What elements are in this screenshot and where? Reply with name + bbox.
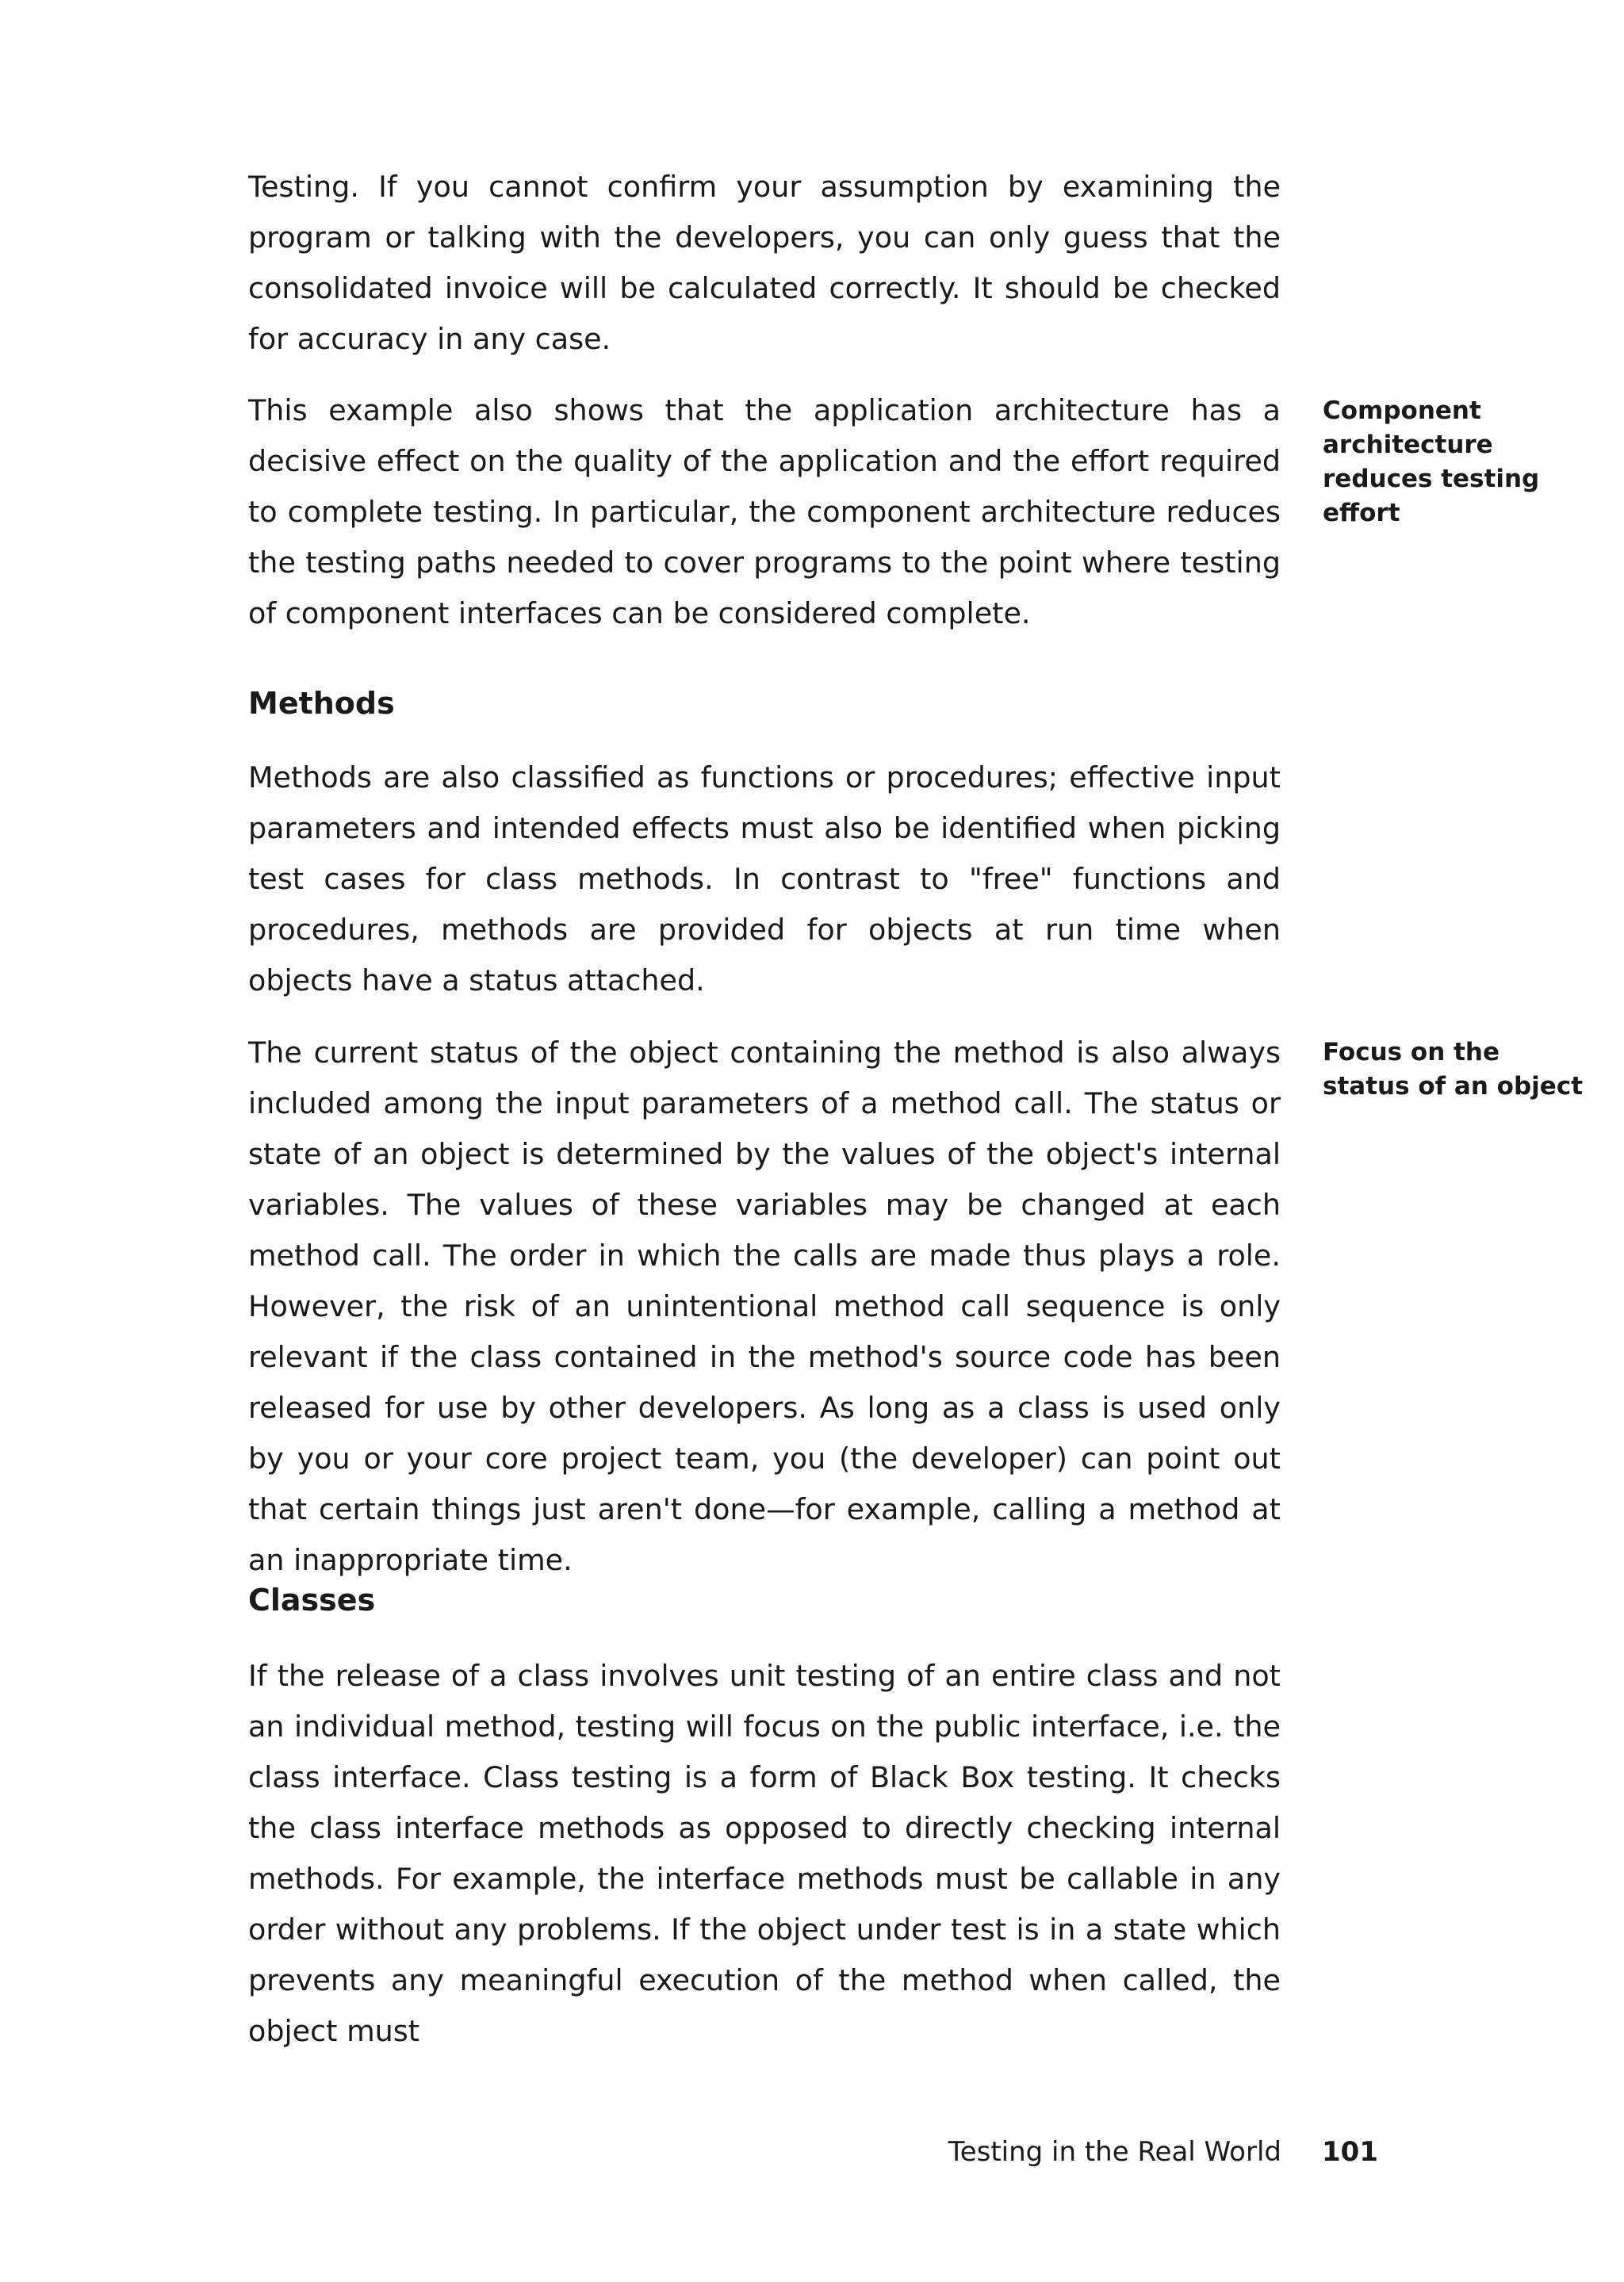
paragraph-4-block xyxy=(248,1028,1281,1586)
margin-note-focus-status: Focus on the status of an object xyxy=(1323,1038,1584,1101)
heading-classes: Classes xyxy=(248,1583,376,1618)
paragraph-current-status: The current status of the object containing the method is also always included among the input parameters of a method call. The status or state of an object is determined by the values of the object's internal variables. The values of these variables may be changed at each method call. The order in which the calls are made thus plays a role. However, the risk of an unintentional method call sequence is only relevant if the class contained in the method's source code has been released for use by other developers. As long as a class is used only by you or your core project team, you (the developer) can point out that certain things just aren't done—for example, calling a method at an inappropriate time. xyxy=(248,1036,1281,1577)
paragraph-2-block xyxy=(248,385,1281,639)
paragraph-testing-assumption: Testing. If you cannot confirm your assumption by examining the program or talking with the developers, you can only guess that the consolidated invoice will be calculated correctly. It should be checked for accuracy in any case. xyxy=(248,170,1281,356)
margin-note-component-architecture: Component architecture reduces testing effort xyxy=(1323,396,1540,527)
paragraph-5-block xyxy=(248,1651,1281,2057)
paragraph-3-block xyxy=(248,752,1281,1006)
paragraph-application-architecture: This example also shows that the application architecture has a decisive effect on the quality of the application and the effort required to complete testing. In particular, the component architecture reduces the testing paths needed to cover programs to the point where testing of component interfaces can be considered complete. xyxy=(248,393,1281,630)
running-footer-title: Testing in the Real World xyxy=(948,2136,1281,2168)
paragraph-class-release: If the release of a class involves unit testing of an entire class and not an individual method, testing will focus on the public interface, i.e. the class interface. Class testing is a form of Black Box testing. It checks the class interface methods as opposed to directly checking internal methods. For example, the interface methods must be callable in any order without any problems. If the object under test is in a state which prevents any meaningful execution of the method when called, the object must xyxy=(248,1659,1281,2048)
page-number: 101 xyxy=(1322,2136,1378,2168)
heading-methods: Methods xyxy=(248,686,395,721)
paragraph-1-block xyxy=(248,162,1281,365)
paragraph-methods-classified: Methods are also classified as functions or procedures; effective input parameters and intended effects must also be identified when picking test cases for class methods. In contrast to "free" functions and procedures, methods are provided for objects at run time when objects have a status attached. xyxy=(248,760,1281,997)
